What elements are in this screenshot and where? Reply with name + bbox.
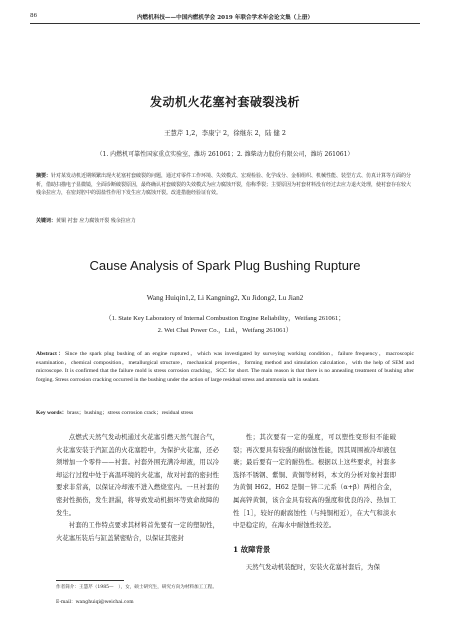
page-number: 86 bbox=[30, 13, 38, 19]
chinese-abstract-label: 摘要： bbox=[36, 173, 52, 179]
chinese-authors: 王慧芹 1,2，李康宁 2，徐继东 2，陆 健 2 bbox=[164, 129, 286, 137]
body-left-column bbox=[56, 431, 219, 544]
english-keywords-text: brass；bushing；stress corrosion crack；residual stress bbox=[67, 410, 194, 416]
footnote-email: E-mail：wanghuiqi@weichai.com bbox=[56, 600, 134, 605]
running-head bbox=[30, 10, 420, 24]
section-heading: 1 故障背景 bbox=[233, 545, 271, 554]
body-paragraph: 衬套的工作特点要求其材料首先要有一定的塑韧性，火花塞压装后与缸盖紧密贴合，以保证其密封 bbox=[56, 521, 219, 542]
chinese-keywords-label: 关键词： bbox=[36, 218, 57, 224]
body-paragraph: 点燃式天然气发动机通过火花塞引燃天然气混合气，火花塞安装于汽缸盖的火花塞腔中，为保护火花塞，还必须增加一个零件——衬套。衬套外围充满冷却液，用以冷却运行过程中处于高温环境的火花塞，故对衬套的密封性要求非常高，以保证冷却液不进入燃烧室内。一旦衬套的密封性损伤，发生泄漏，将导致发动机损坏等致命故障的发生。 bbox=[56, 433, 219, 517]
footnote-author-bio: 作者简介：王慧芹（1985— ），女，硕士研究生，研究方向为材料加工工程。 bbox=[56, 585, 217, 590]
body-right-column bbox=[233, 431, 396, 532]
english-title: Cause Analysis of Spark Plug Bushing Rupture bbox=[89, 258, 361, 273]
chinese-title: 发动机火花塞衬套破裂浅析 bbox=[149, 95, 300, 109]
body-paragraph: 性；其次要有一定的强度，可以塑性变形但不能破裂；再次要具有较强的耐腐蚀性能，因其周围被冷却液包裹；最后要有一定的耐热性。根据以上这些要求，衬套多选择不锈钢、紫铜、黄铜等材料，本文的分析对象衬套即为黄铜 H62。H62 是铜－锌二元系（α+β）两相合金，属高锌黄铜，该合金具有较高的强度和优良的冷、热加工性［1］，较好的耐腐蚀性（与纯铜相近），在大气和淡水中是稳定的，在海水中耐蚀性较差。 bbox=[233, 433, 396, 530]
body-paragraph: 天然气发动机装配时，安装火花塞衬套后，为保 bbox=[245, 563, 380, 571]
english-abstract-text: Since the spark plug bushing of an engine ruptured，which was investigated by surveying working condition，failure frequency，macroscopic examination，chemical composition，metallurgical structure，mechanical properties，forming method and simulation calculation，with the help of SEM and microscope. It is confirmed that the failure mold is stress corrosion cracking，SCC for short. The main reason is that there is no annealing treatment of bushing after forging. Stress corrosion cracking occurred in the bushing under the action of large residual stress and ammonia salt in sealant. bbox=[36, 351, 414, 383]
english-abstract bbox=[36, 350, 414, 384]
chinese-affiliation: （1. 内燃机可靠性国家重点实验室，潍坊 261061；2. 潍柴动力股份有限公司，潍坊 261061） bbox=[96, 151, 354, 158]
journal-name: 内燃机科技——中国内燃机学会 2019 年联合学术年会论文集（上册） bbox=[136, 15, 314, 21]
english-keywords bbox=[36, 408, 414, 416]
chinese-abstract bbox=[36, 172, 414, 198]
chinese-abstract-text: 针对某发动机近期频繁出现火花塞衬套破裂的问题，通过对零件工作环境、失效模式、宏观检验、化学成分、金相组织、机械性能、装型方式、仿真计算等方面的分析，借助扫描电子显微镜，全面诊断破裂原因，最终确认衬套破裂的失效模式为应力腐蚀开裂，俗称季裂；主要原因为衬套材料没有经过去应力退火处理，使衬套存在较大残余拉应力，在密封腔中的弱盐性作用下发生应力腐蚀开裂。改进措施经验证有效。 bbox=[36, 173, 412, 197]
chinese-keywords-text: 黄铜 衬套 应力腐蚀开裂 残余拉应力 bbox=[56, 218, 136, 224]
english-keywords-label: Key words： bbox=[36, 410, 68, 416]
english-authors: Wang Huiqin1,2, Li Kangning2, Xu Jidong2, Lu Jian2 bbox=[146, 294, 304, 302]
english-affiliation-2: 2. Wei Chai Power Co.，Ltd.，Weifang 261061） bbox=[157, 327, 293, 334]
english-abstract-label: Abstract： bbox=[36, 351, 65, 357]
chinese-keywords bbox=[36, 217, 414, 225]
footnote-divider bbox=[56, 580, 124, 581]
english-affiliation-1: （1. State Key Laboratory of Internal Combustion Engine Reliability，Weifang 261061； bbox=[105, 315, 345, 322]
